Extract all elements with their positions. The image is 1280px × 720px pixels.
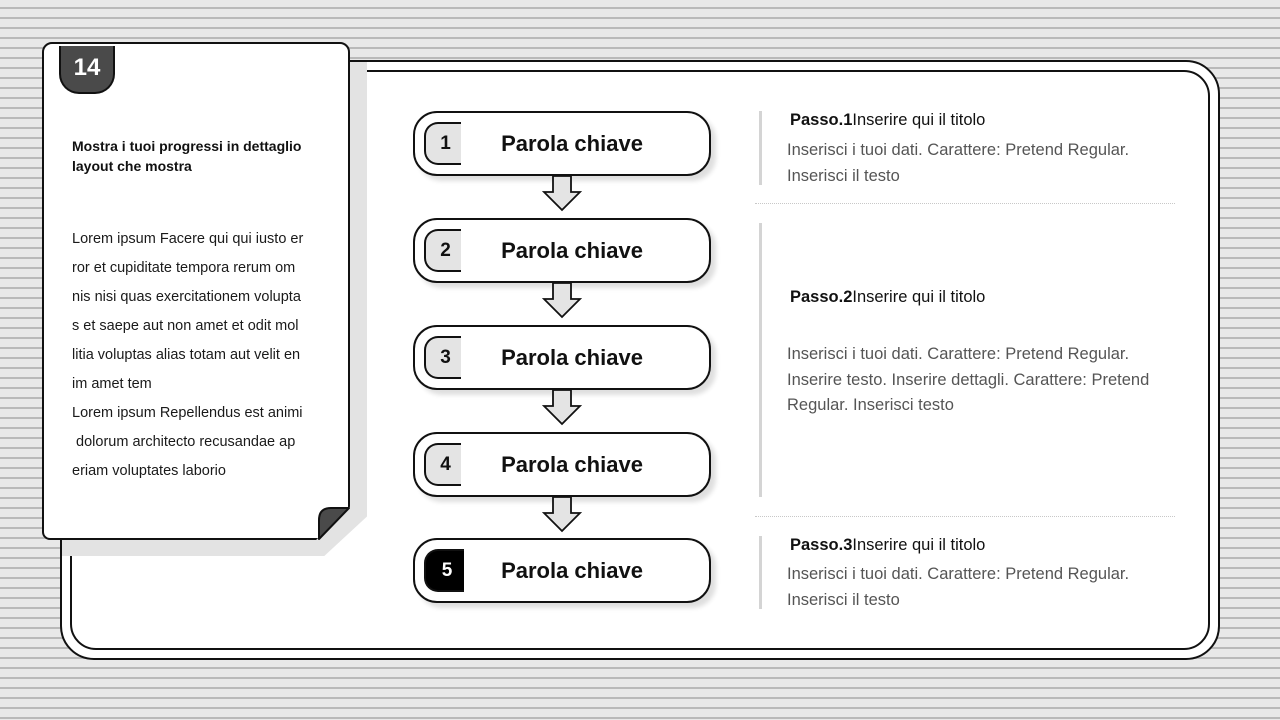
detail-bar-2 — [759, 223, 762, 497]
step-label: Parola chiave — [501, 344, 643, 370]
detail-text-2 — [787, 342, 1177, 419]
page-curl-icon — [318, 506, 350, 540]
detail-line: Inserisci i tuoi dati. Carattere: Pretend Regular. — [787, 565, 1130, 583]
step-label: Parola chiave — [501, 557, 643, 583]
detail-line: Regular. Inserisci testo — [787, 396, 954, 414]
card-body-line: ror et cupiditate tempora rerum om — [72, 260, 296, 276]
dotted-divider — [755, 203, 1175, 204]
step-label: Parola chiave — [501, 451, 643, 477]
detail-line: Inserisci il testo — [787, 590, 900, 609]
card-body — [72, 225, 330, 486]
flow-step-3 — [413, 325, 711, 390]
step-number: 4 — [424, 443, 461, 486]
card-body-line: nis nisi quas exercitationem volupta — [72, 289, 301, 305]
detail-step-title: Inserire qui il titolo — [852, 536, 986, 554]
detail-text-1 — [787, 138, 1177, 189]
card-body-line: eriam voluptates laborio — [72, 463, 226, 479]
flow-step-5 — [413, 538, 711, 603]
step-number: 2 — [424, 229, 461, 272]
card-body-line: im amet tem — [72, 376, 152, 392]
detail-line: Inserisci i tuoi dati. Carattere: Pretend Regular. — [787, 141, 1130, 159]
detail-step-prefix: Passo.2 — [790, 288, 853, 306]
detail-step-title: Inserire qui il titolo — [852, 111, 986, 129]
detail-line: Inserisci il testo — [787, 166, 900, 185]
card-body-line: s et saepe aut non amet et odit mol — [72, 318, 299, 334]
card-body-line: Lorem ipsum Repellendus est animi — [72, 405, 303, 421]
detail-bar-3 — [759, 536, 762, 609]
down-arrow-icon — [542, 389, 582, 427]
card-body-line: litia voluptas alias totam aut velit en — [72, 347, 301, 363]
down-arrow-icon — [542, 175, 582, 213]
card-title: Mostra i tuoi progressi in dettaglio layout che mostra — [72, 138, 302, 174]
detail-step-prefix: Passo.3 — [790, 536, 853, 554]
flow-step-1 — [413, 111, 711, 176]
down-arrow-icon — [542, 496, 582, 534]
detail-line: Inserire testo. Inserire dettagli. Carattere: Pretend — [787, 370, 1150, 389]
step-label: Parola chiave — [501, 130, 643, 156]
detail-step-prefix: Passo.1 — [790, 111, 853, 129]
detail-title-2 — [790, 288, 985, 307]
detail-step-title: Inserire qui il titolo — [852, 288, 986, 306]
flow-step-4 — [413, 432, 711, 497]
flow-step-2 — [413, 218, 711, 283]
step-number-active: 5 — [424, 549, 464, 592]
step-number: 3 — [424, 336, 461, 379]
detail-bar-1 — [759, 111, 762, 185]
card-body-line: dolorum architecto recusandae ap — [72, 434, 296, 450]
card-body-line: Lorem ipsum Facere qui qui iusto er — [72, 231, 304, 247]
detail-text-3 — [787, 562, 1177, 613]
step-number: 1 — [424, 122, 461, 165]
detail-title-1 — [790, 111, 985, 130]
page-number-badge: 14 — [59, 46, 115, 94]
step-label: Parola chiave — [501, 237, 643, 263]
dotted-divider — [755, 516, 1175, 517]
detail-line: Inserisci i tuoi dati. Carattere: Pretend Regular. — [787, 345, 1130, 363]
down-arrow-icon — [542, 282, 582, 320]
detail-title-3 — [790, 536, 985, 555]
